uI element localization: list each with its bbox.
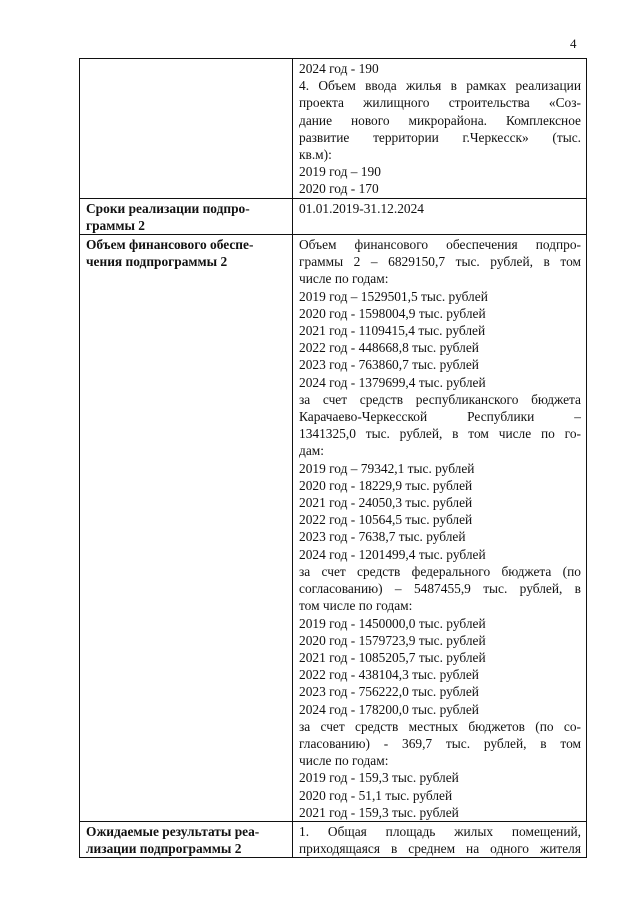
text-line: 2023 год - 7638,7 тыс. рублей <box>299 529 466 545</box>
text-line: 2021 год - 1085205,7 тыс. рублей <box>299 649 486 665</box>
text-line: 2019 год - 159,3 тыс. рублей <box>299 770 459 786</box>
text-line: Объем финансового обеспечения подпро- <box>299 237 581 253</box>
text-line: проекта жилищного строительства «Соз- <box>299 95 581 111</box>
row-label-cell <box>80 198 293 234</box>
text-line: 2021 год - 1109415,4 тыс. рублей <box>299 323 486 339</box>
row-label: Сроки реализации подпро- <box>86 200 250 216</box>
text-line: дание нового микрорайона. Комплексное <box>299 112 581 128</box>
row-label-cell <box>80 235 293 822</box>
text-line: 2022 год - 438104,3 тыс. рублей <box>299 667 479 683</box>
text-line: 2023 год - 756222,0 тыс. рублей <box>299 684 479 700</box>
row-label: чения подпрограммы 2 <box>86 254 228 270</box>
text-line: 01.01.2019-31.12.2024 <box>299 200 424 216</box>
row-label-cell <box>80 821 293 857</box>
row-value-cell <box>293 821 587 857</box>
row-label: Объем финансового обеспе- <box>86 237 254 253</box>
text-line: за счет средств местных бюджетов (по со- <box>299 718 581 734</box>
text-line: 2024 год - 190 <box>299 61 379 76</box>
text-line: Карачаево-Черкесской Республики – <box>299 409 581 425</box>
text-line: 2019 год – 1529501,5 тыс. рублей <box>299 288 488 304</box>
text-line: 2022 год - 448668,8 тыс. рублей <box>299 340 479 356</box>
subprogram-passport-table <box>79 58 587 858</box>
text-line: 2019 год – 79342,1 тыс. рублей <box>299 460 475 476</box>
row-value-cell <box>293 235 587 822</box>
text-line: 2020 год - 170 <box>299 181 379 197</box>
text-line: 2023 год - 763860,7 тыс. рублей <box>299 357 479 373</box>
row-label: лизации подпрограммы 2 <box>86 841 242 857</box>
text-line: 2020 год - 51,1 тыс. рублей <box>299 787 453 803</box>
text-line: граммы 2 – 6829150,7 тыс. рублей, в том <box>299 254 581 270</box>
row-value-cell <box>293 59 587 199</box>
text-line: 2024 год - 1201499,4 тыс. рублей <box>299 546 486 562</box>
text-line: 2021 год - 24050,3 тыс. рублей <box>299 495 473 511</box>
row-label-cell <box>80 59 293 199</box>
table-row <box>80 821 587 857</box>
text-line: 2020 год - 1598004,9 тыс. рублей <box>299 305 486 321</box>
text-line: числе по годам: <box>299 753 389 769</box>
text-line: 2024 год - 1379699,4 тыс. рублей <box>299 374 486 390</box>
text-line: за счет средств федерального бюджета (по <box>299 563 581 579</box>
text-line: 4. Объем ввода жилья в рамках реализации <box>299 78 581 94</box>
page-number: 4 <box>570 36 577 51</box>
row-label: граммы 2 <box>86 217 145 233</box>
table-row <box>80 235 587 822</box>
text-line: гласованию) - 369,7 тыс. рублей, в том <box>299 735 581 751</box>
text-line: 2019 год – 190 <box>299 164 381 180</box>
row-label: Ожидаемые результаты реа- <box>86 823 260 839</box>
text-line: приходящаяся в среднем на одного жителя <box>299 841 581 857</box>
text-line: 1. Общая площадь жилых помещений, <box>299 823 581 839</box>
text-line: дам: <box>299 443 324 459</box>
table-row <box>80 198 587 234</box>
row-value-cell <box>293 198 587 234</box>
text-line: 2020 год - 1579723,9 тыс. рублей <box>299 632 486 648</box>
text-line: 2021 год - 159,3 тыс. рублей <box>299 804 459 820</box>
text-line: согласованию) – 5487455,9 тыс. рублей, в <box>299 581 581 597</box>
table-row <box>80 59 587 199</box>
text-line: развитие территории г.Черкесск» (тыс. <box>299 129 581 145</box>
text-line: кв.м): <box>299 147 332 163</box>
text-line: 2024 год - 178200,0 тыс. рублей <box>299 701 479 717</box>
text-line: за счет средств республиканского бюджета <box>299 391 581 407</box>
text-line: 2019 год - 1450000,0 тыс. рублей <box>299 615 486 631</box>
text-line: 2022 год - 10564,5 тыс. рублей <box>299 512 473 528</box>
text-line: 2020 год - 18229,9 тыс. рублей <box>299 477 473 493</box>
text-line: 1341325,0 тыс. рублей, в том числе по го- <box>299 426 581 442</box>
text-line: числе по годам: <box>299 271 389 287</box>
text-line: том числе по годам: <box>299 598 413 614</box>
